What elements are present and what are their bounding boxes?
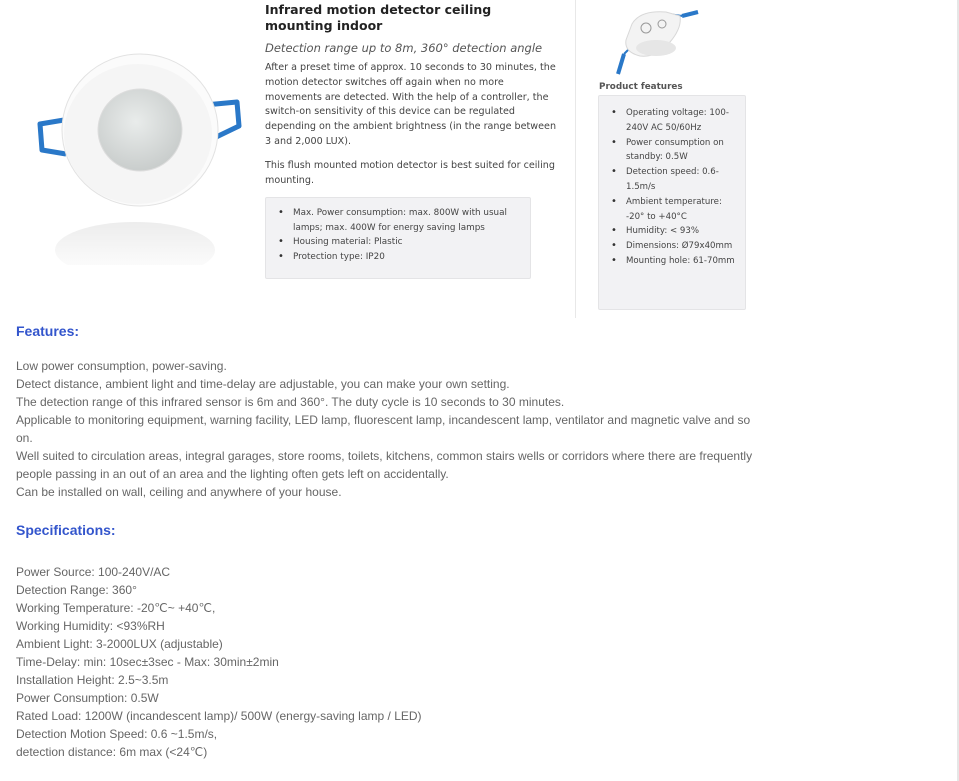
spec-line: Working Humidity: <93%RH	[16, 619, 165, 633]
product-feature-item: • Mounting hole: 61-70mm	[611, 254, 739, 269]
spec-line: Detection Range: 360°	[16, 583, 137, 597]
spec-line: Rated Load: 1200W (incandescent lamp)/ 500W (energy-saving lamp / LED)	[16, 709, 422, 723]
motion-sensor-back-image	[610, 2, 702, 78]
product-feature-item: • Power consumption on standby: 0.5W	[611, 136, 739, 166]
product-feature-item: • Detection speed: 0.6-1.5m/s	[611, 165, 739, 195]
spec-line: Ambient Light: 3-2000LUX (adjustable)	[16, 637, 223, 651]
feature-line: The detection range of this infrared sensor is 6m and 360°. The duty cycle is 10 seconds to 30 minutes.	[16, 395, 565, 409]
feature-line: Well suited to circulation areas, integral garages, store rooms, toilets, kitchens, common stairs wells or corridors where there are frequently people passing in an out of an area and the lighting often gets left on accidentally.	[16, 449, 753, 481]
spec-line: Time-Delay: min: 10sec±3sec - Max: 30min±2min	[16, 655, 279, 669]
product-feature-item: • Ambient temperature: -20° to +40°C	[611, 195, 739, 225]
spec-line: Detection Motion Speed: 0.6 ~1.5m/s,	[16, 727, 218, 741]
feature-line: Low power consumption, power-saving.	[16, 359, 227, 373]
spec-line: Working Temperature: -20℃~ +40℃,	[16, 601, 216, 615]
feature-line: Applicable to monitoring equipment, warning facility, LED lamp, fluorescent lamp, incandescent lamp, ventilator and magnetic valve and so on.	[16, 413, 751, 445]
motion-sensor-front-image	[30, 50, 245, 265]
product-feature-item: • Operating voltage: 100-240V AC 50/60Hz	[611, 106, 739, 136]
spec-line: Power Source: 100-240V/AC	[16, 565, 171, 579]
product-features-title: Product features	[599, 82, 683, 92]
banner-divider	[575, 0, 576, 318]
banner-bullet: • Housing material: Plastic	[278, 235, 522, 250]
features-heading: Features:	[16, 323, 80, 339]
product-banner-image	[0, 0, 775, 320]
banner-description	[265, 2, 560, 262]
features-list	[16, 357, 761, 501]
banner-paragraph-2: This flush mounted motion detector is best suited for ceiling mounting.	[265, 159, 555, 186]
spec-line: Installation Height: 2.5~3.5m	[16, 673, 169, 687]
spec-line: Power Consumption: 0.5W	[16, 691, 159, 705]
banner-subtitle: Detection range up to 8m, 360° detection angle	[265, 41, 543, 55]
specifications-heading: Specifications:	[16, 522, 116, 538]
spec-line: detection distance: 6m max (<24℃)	[16, 745, 208, 759]
banner-bullet-box	[265, 197, 531, 279]
product-features-box	[598, 95, 746, 310]
banner-bullet: • Protection type: IP20	[278, 250, 522, 265]
product-feature-item: • Humidity: < 93%	[611, 224, 739, 239]
feature-line: Can be installed on wall, ceiling and anywhere of your house.	[16, 485, 342, 499]
banner-bullet: • Max. Power consumption: max. 800W with usual lamps; max. 400W for energy saving lamps	[278, 206, 522, 235]
banner-title: Infrared motion detector ceiling mounting indoor	[265, 2, 492, 33]
product-feature-item: • Dimensions: Ø79x40mm	[611, 239, 739, 254]
feature-line: Detect distance, ambient light and time-delay are adjustable, you can make your own setting.	[16, 377, 510, 391]
banner-paragraph-1: After a preset time of approx. 10 seconds to 30 minutes, the motion detector switches off again when no more movements are detected. With the help of a controller, the switch-on sensitivity of this device can be regulated depending on the ambient brightness (in the range between 3 and 2,000 LUX).	[265, 62, 557, 147]
specifications-list	[16, 563, 761, 761]
